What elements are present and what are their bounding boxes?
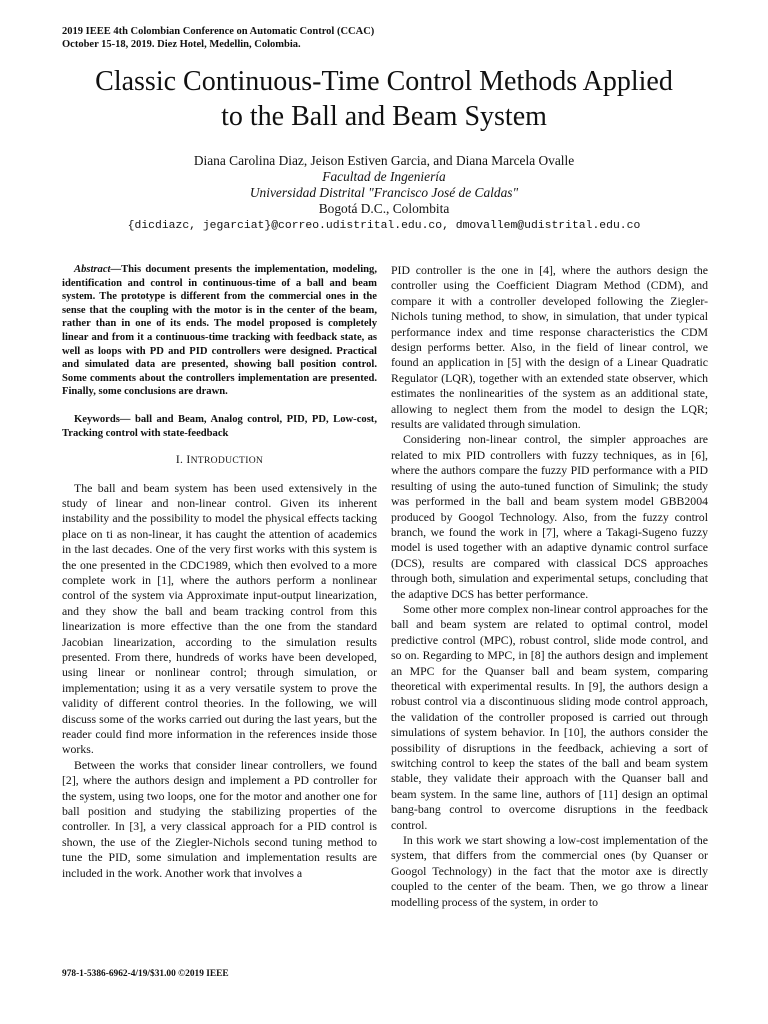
intro-paragraph: Some other more complex non-linear control approaches for the ball and beam system are related to optimal control, model predictive control (MPC), robust control, slide mode control, and so on. Regarding to MPC, in [8] the authors design and implement an MPC for the Quanser ball and beam system, comparing theoretical with experimental results. In [9], the authors design a robust control via a discontinuous sliding mode control approach, the validation of the controller proposed is carried out through simulations of system behavior. In [10], the authors consider the possibility of disruptions in the feedback, achieving a sort of switching control to keep the states of the ball and beam system stable, they validate their approach with the Quanser ball and beam system. In the same line, authors of [11] design an optimal bang-bang control to overcome disruptions in the feedback control. (391, 601, 708, 832)
section-title-initial: I (186, 453, 191, 467)
affiliation-city: Bogotá D.C., Colombita (318, 201, 450, 216)
paper-title-line-1: Classic Continuous-Time Control Methods Applied (95, 66, 673, 97)
conference-name: 2019 IEEE 4th Colombian Conference on Automatic Control (CCAC) (62, 26, 375, 37)
affiliation-faculty: Facultad de Ingeniería (322, 169, 446, 184)
right-column (391, 263, 708, 910)
keywords: Keywords— ball and Beam, Analog control, PID, PD, Low-cost, Tracking control with state-feedback (62, 413, 377, 439)
conference-header (62, 26, 374, 51)
section-title-rest: NTRODUCTION (190, 455, 264, 467)
affiliation-university: Universidad Distrital "Francisco José de Caldas" (249, 185, 519, 200)
paper-title (0, 64, 768, 134)
intro-paragraph: Considering non-linear control, the simpler approaches are related to mix PID controllers with fuzzy techniques, as in [6], where the authors compare the fuzzy PID performance with a PID resulting of using the auto-tuned function of Simulink; the study was performed in the ball and beam system model GBB2004 produced by Googol Technology. Also, from the fuzzy control branch, we found the work in [7], where a Takagi-Sugeno fuzzy model is used together with an adaptive dynamic control surface (DCS), results are compared with classical DCS approaches through both, simulation and experimental setups, concluding that the adaptive DCS has better performance. (391, 432, 708, 601)
intro-paragraph: Between the works that consider linear controllers, we found [2], where the authors design and implement a PD controller for the system, using two loops, one for the motor and another one for ball position and studying the stabilizing properties of the controller. In [3], a very classical approach for a PID control is shown, the use of the Ziegler-Nichols second tuning method to tune the PID, some simulation and implementation results are included in the work. Another work that involves a (62, 757, 377, 880)
paper-title-line-2: to the Ball and Beam System (221, 101, 547, 132)
abstract-label: Abstract (74, 264, 111, 275)
conference-dates: October 15-18, 2019. Diez Hotel, Medellin, Colombia. (62, 38, 301, 50)
author-block (0, 153, 768, 217)
intro-paragraph: In this work we start showing a low-cost implementation of the system, that differs from the commercial ones (by Quanser or Googol Technology) in the fact that the motor axe is directly coupled to the center of the beam. Then, we go throw a linear modelling process of the system, in order to (391, 833, 708, 909)
intro-paragraph: The ball and beam system has been used extensively in the study of linear and non-linear control. Given its inherent instability and the possibility to model the physical effects tacking place on ti as non-linear, it has caught the attention of academics in the last decades. One of the very first works with this system is the one presented in the CDC1989, which then evolved to a more complete work in [1], where the authors perform a nonlinear control of the system via Approximate input-output linearization, and they show the ball and beam tracking control from this linearization is more effective than the one from the standard Jacobian linearization, according to the simulation results presented. From there, hundreds of works have been developed, using linear or nonlinear control; through simulation, or implementation; using it as a very versatile system to prove the validity of different control theories. In the following, we will discuss some of the works carried out during the last years, but the reader could find more information in the references inside those works. (62, 480, 377, 757)
section-number: I. (175, 453, 184, 467)
left-column (62, 263, 377, 881)
intro-paragraph: PID controller is the one in [4], where the authors design the controller using the Coefficient Diagram Method (CDM), and compare it with a controller developed following the Ziegler-Nichols tuning method, to show, in simulation, that under typical performance index and time response characteristics the CDM design performs better. Also, in the field of linear control, we found an application in [5] with the design of a Linear Quadratic Regulator (LQR), together with an extended state observer, which estimates the nonlinearities of the system as an additional state, allowing to neglect them from the model to design the LQR; results are validated through simulation. (391, 263, 708, 432)
section-heading-introduction (62, 452, 377, 468)
copyright-footer: 978-1-5386-6962-4/19/$31.00 ©2019 IEEE (62, 969, 229, 979)
author-names: Diana Carolina Diaz, Jeison Estiven Garcia, and Diana Marcela Ovalle (193, 153, 575, 168)
author-emails: {dicdiazc, jegarciat}@correo.udistrital.edu.co, dmovallem@udistrital.edu.co (127, 220, 641, 232)
abstract (62, 263, 377, 399)
abstract-text: —This document presents the implementation, modeling, identification and control in continuous-time of a ball and beam system. The prototype is different from the commercial ones in the sense that the coupling with the motor is in the center of the beam, rather than in one of its ends. The model proposed is completely linear and from it a continuous-time tracking with feedback state, as well as loops with PD and PID controllers were designed. Practical and simulated data are presented, showing ball position control. Some comments about the controllers implementation are presented. Finally, some conclusions are drawn. (62, 264, 377, 398)
